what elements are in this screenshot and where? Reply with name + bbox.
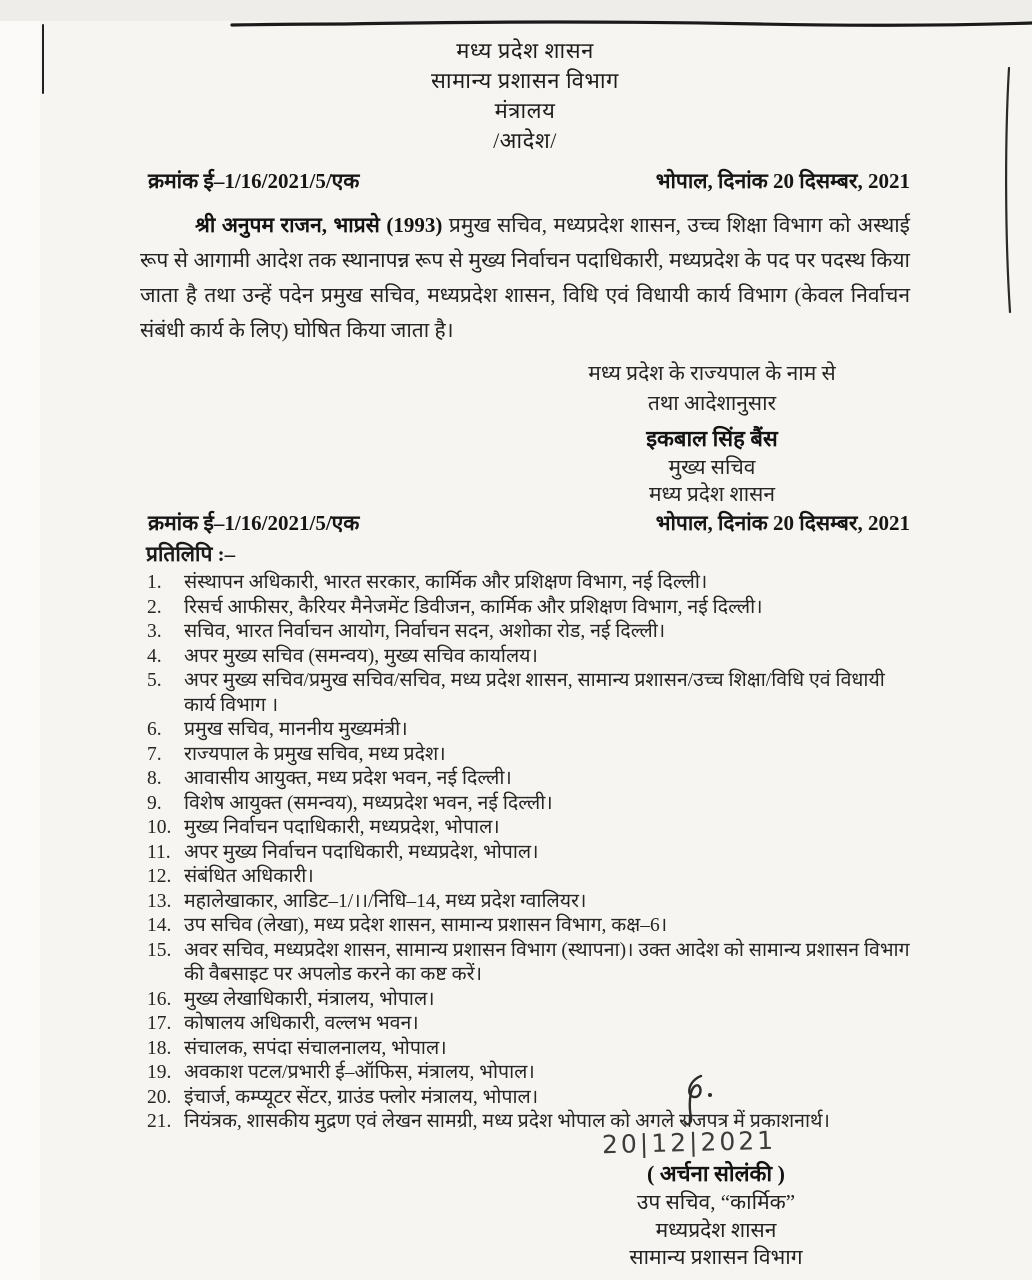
item-number: 18.: [147, 1037, 172, 1059]
item-number: 8.: [147, 768, 162, 789]
reference-number: क्रमांक ई–1/16/2021/5/एक: [148, 169, 360, 193]
item-number: 16.: [147, 988, 172, 1010]
item-number: 11.: [147, 841, 171, 863]
item-number: 14.: [147, 915, 172, 936]
copies-label: प्रतिलिपि :–: [146, 542, 236, 566]
signer-name: ( अर्चना सोलंकी ): [647, 1161, 785, 1186]
item-text: मुख्य निर्वाचन पदाधिकारी, मध्यप्रदेश, भोपाल।: [184, 817, 500, 838]
authority-line-1: मध्य प्रदेश के राज्यपाल के नाम से: [588, 361, 836, 385]
scan-line-top: [0, 19, 1032, 31]
signer-organization-2: सामान्य प्रशासन विभाग: [629, 1245, 803, 1269]
item-number: 21.: [147, 1111, 172, 1132]
item-number: 7.: [147, 743, 162, 765]
item-number: 6.: [147, 719, 162, 740]
item-text: संचालक, सपंदा संचालनालय, भोपाल।: [184, 1037, 447, 1059]
copy-list-item: [140, 792, 910, 817]
copy-list-item: [140, 718, 910, 743]
scan-top-band: [0, 0, 1032, 21]
place-date: भोपाल, दिनांक 20 दिसम्बर, 2021: [655, 169, 910, 193]
item-text: सचिव, भारत निर्वाचन आयोग, निर्वाचन सदन, अशोका रोड, नई दिल्ली।: [184, 621, 666, 642]
item-number: 19.: [147, 1062, 172, 1083]
item-text: प्रमुख सचिव, माननीय मुख्यमंत्री।: [184, 719, 408, 740]
item-text: अपर मुख्य निर्वाचन पदाधिकारी, मध्यप्रदेश, भोपाल।: [184, 841, 539, 863]
ministry-title: मंत्रालय: [494, 98, 556, 123]
scan-line-left: [42, 24, 44, 94]
item-text: नियंत्रक, शासकीय मुद्रण एवं लेखन सामग्री, मध्य प्रदेश भोपाल को अगले राजपत्र में प्रकाशनार्थ।: [184, 1111, 830, 1132]
order-paragraph: [140, 208, 910, 348]
signer-organization-1: मध्यप्रदेश शासन: [655, 1217, 777, 1242]
copy-list-item: [140, 890, 910, 915]
item-number: 5.: [147, 670, 162, 691]
item-text: उप सचिव (लेखा), मध्य प्रदेश शासन, सामान्य प्रशासन विभाग, कक्ष–6।: [184, 915, 668, 936]
item-number: 17.: [147, 1013, 172, 1034]
item-number: 1.: [147, 572, 162, 593]
signatory-organization: मध्य प्रदेश शासन: [648, 482, 776, 506]
item-number: 10.: [147, 817, 172, 838]
signatory-name: इकबाल सिंह बैंस: [646, 426, 778, 451]
item-text: अवकाश पटल/प्रभारी ई–ऑफिस, मंत्रालय, भोपाल।: [184, 1062, 535, 1083]
place-date-2: भोपाल, दिनांक 20 दिसम्बर, 2021: [655, 511, 910, 535]
officer-name: श्री अनुपम राजन, भाप्रसे (1993): [195, 213, 443, 237]
item-number: 15.: [147, 939, 172, 961]
copy-list-item: [140, 669, 910, 718]
copy-list-item: [140, 914, 910, 939]
authority-line-2: तथा आदेशानुसार: [647, 391, 777, 415]
item-text: अपर मुख्य सचिव/प्रमुख सचिव/सचिव, मध्य प्रदेश शासन, सामान्य प्रशासन/उच्च शिक्षा/विधि एवं विधायी कार्य विभाग ।: [184, 670, 885, 716]
item-text: राज्यपाल के प्रमुख सचिव, मध्य प्रदेश।: [184, 743, 446, 765]
department-title: सामान्य प्रशासन विभाग: [431, 68, 619, 93]
copy-list-item: [140, 988, 910, 1013]
item-text: आवासीय आयुक्त, मध्य प्रदेश भवन, नई दिल्ली।: [184, 768, 512, 789]
item-text: महालेखाकार, आडिट–1/।।/निधि–14, मध्य प्रदेश ग्वालियर।: [184, 890, 587, 912]
signature-mark: [560, 1072, 836, 1128]
item-text: अपर मुख्य सचिव (समन्वय), मुख्य सचिव कार्यालय।: [184, 645, 538, 667]
copy-list-item: [140, 1012, 910, 1037]
copy-list-item: [140, 841, 910, 866]
scan-line-right: [1002, 66, 1012, 314]
item-number: 3.: [147, 621, 162, 642]
handwritten-date: 20|12|2021: [601, 1125, 777, 1160]
item-text: कोषालय अधिकारी, वल्लभ भवन।: [184, 1013, 419, 1034]
government-title: मध्य प्रदेश शासन: [456, 38, 594, 63]
item-number: 20.: [147, 1086, 172, 1108]
item-text: संस्थापन अधिकारी, भारत सरकार, कार्मिक और प्रशिक्षण विभाग, नई दिल्ली।: [184, 572, 708, 593]
item-text: संबंधित अधिकारी।: [184, 866, 314, 887]
copy-list-item: [140, 939, 910, 988]
copy-list-item: [140, 571, 910, 596]
item-number: 12.: [147, 866, 172, 887]
item-text: अवर सचिव, मध्यप्रदेश शासन, सामान्य प्रशासन विभाग (स्थापना)। उक्त आदेश को सामान्य प्रशासन विभाग की वैबसाइट पर अपलोड करने का कष्ट करें।: [184, 939, 910, 985]
copy-list-item: [140, 620, 910, 645]
item-number: 9.: [147, 792, 162, 814]
copy-list: [140, 571, 910, 1135]
item-text: इंचार्ज, कम्प्यूटर सेंटर, ग्राउंड फ्लोर मंत्रालय, भोपाल।: [184, 1086, 539, 1108]
item-text: रिसर्च आफीसर, कैरियर मैनेजमेंट डिवीजन, कार्मिक और प्रशिक्षण विभाग, नई दिल्ली।: [184, 596, 763, 618]
item-number: 13.: [147, 890, 172, 912]
signer-designation: उप सचिव, “कार्मिक”: [636, 1190, 796, 1214]
reference-row: [140, 168, 910, 194]
copy-list-item: [140, 816, 910, 841]
item-text: मुख्य लेखाधिकारी, मंत्रालय, भोपाल।: [184, 988, 435, 1010]
reference-row-2: [140, 510, 910, 536]
scan-left-margin: [0, 21, 40, 1280]
copy-list-item: [140, 1037, 910, 1062]
copy-list-item: [140, 645, 910, 670]
reference-number-2: क्रमांक ई–1/16/2021/5/एक: [148, 511, 360, 535]
order-body-text: प्रमुख सचिव, मध्यप्रदेश शासन, उच्च शिक्षा विभाग को अस्थाई रूप से आगामी आदेश तक स्थानापन्न रूप से मुख्य निर्वाचन पदाधिकारी, मध्यप्रदेश के पद पर पदस्थ किया जाता है तथा उन्हें पदेन प्रमुख सचिव, मध्यप्रदेश शासन, विधि एवं विधायी कार्य विभाग (केवल निर्वाचन संबंधी कार्य के लिए) घोषित किया जाता है।: [140, 213, 910, 342]
signature-block: [560, 1072, 872, 1272]
order-heading: /आदेश/: [493, 128, 557, 153]
copy-list-item: [140, 743, 910, 768]
copy-list-item: [140, 865, 910, 890]
copy-list-item: [140, 767, 910, 792]
item-number: 4.: [147, 645, 162, 667]
item-number: 2.: [147, 596, 162, 618]
copy-list-item: [140, 596, 910, 621]
item-text: विशेष आयुक्त (समन्वय), मध्यप्रदेश भवन, नई दिल्ली।: [184, 792, 553, 814]
authority-signatory-block: [532, 358, 892, 508]
signatory-designation: मुख्य सचिव: [668, 455, 756, 479]
